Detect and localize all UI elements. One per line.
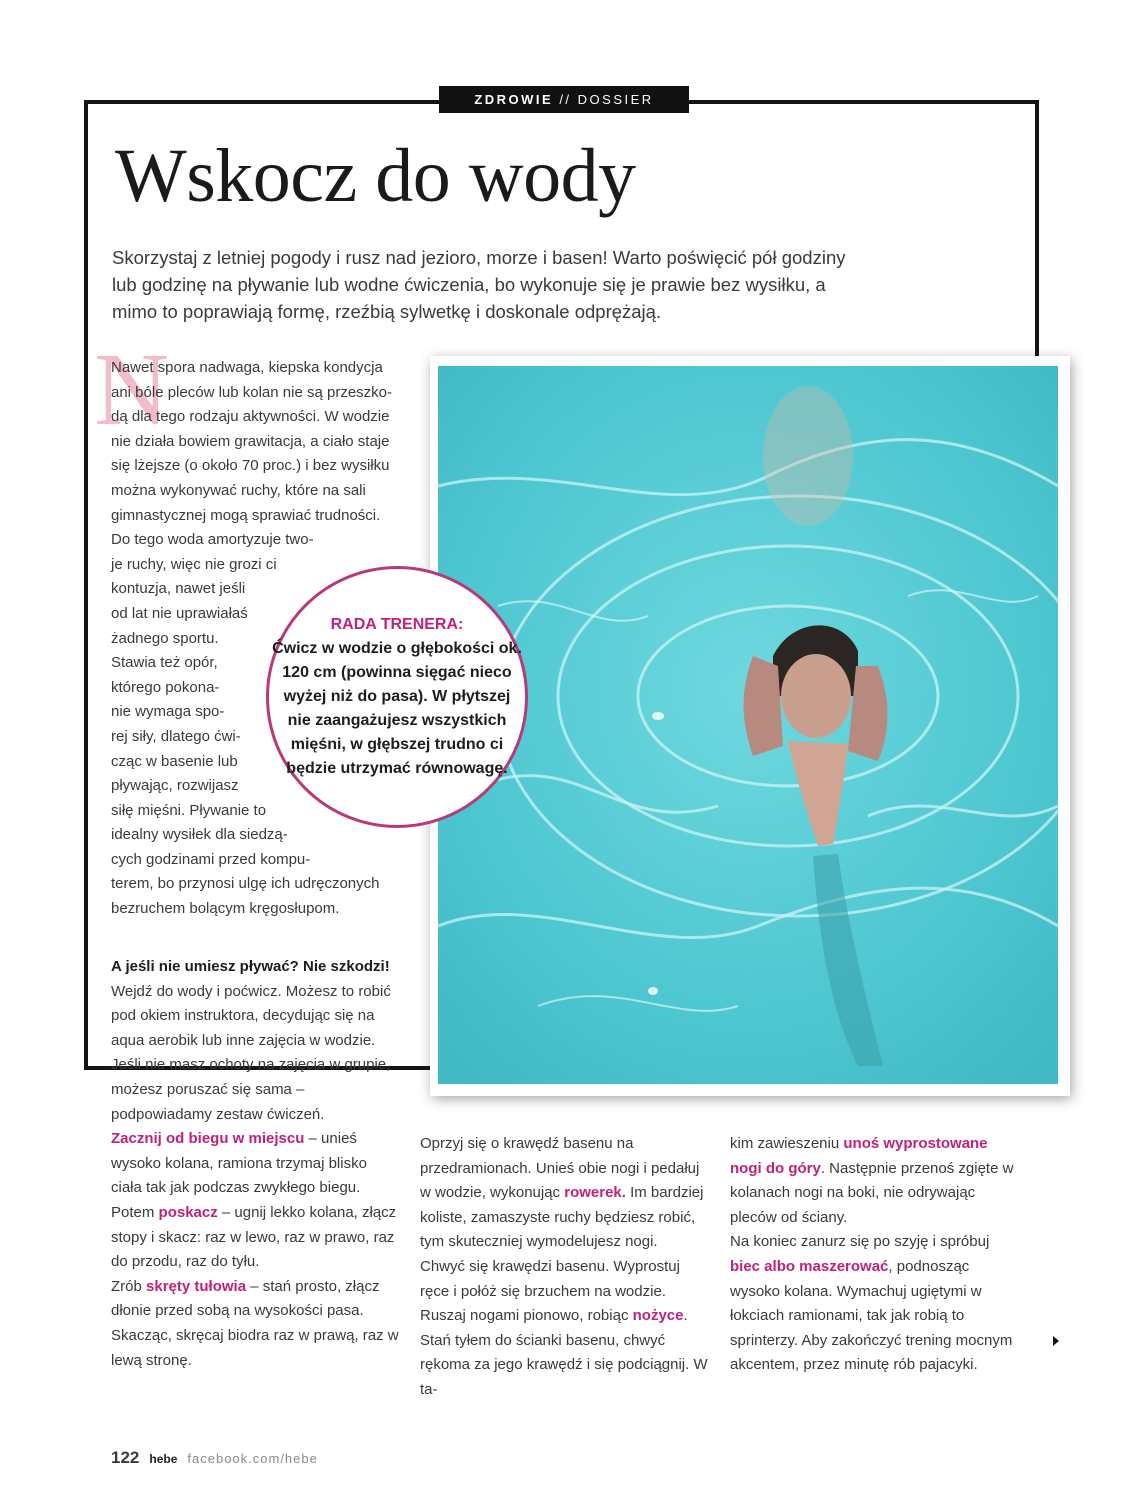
text-line: Do tego woda amortyzuje two- xyxy=(111,531,314,549)
question-heading: A jeśli nie umiesz pływać? Nie szkodzi! xyxy=(111,958,390,975)
text-line: je ruchy, więc nie grozi ci xyxy=(111,555,277,573)
paragraph-text: Na koniec zanurz się po szyję i spróbuj xyxy=(730,1233,990,1251)
paragraph xyxy=(420,1132,710,1255)
text-line: siłę mięśni. Pływanie to xyxy=(111,801,267,819)
text-line: idealny wysiłek dla siedzą- xyxy=(111,826,288,844)
text-line: kontuzja, nawet jeśli xyxy=(111,580,246,598)
swimmer-photo-frame xyxy=(430,356,1070,1096)
text-line: nie wymaga spo- xyxy=(111,703,225,721)
text-line: rej siły, dlatego ćwi- xyxy=(111,727,241,745)
highlight: unoś wyprostowane nogi do góry xyxy=(730,1135,988,1177)
highlight: rowerek. xyxy=(564,1184,626,1202)
text-line: nie działa bowiem grawitacja, a ciało staje xyxy=(111,432,390,450)
paragraph-text: – ugnij lekko kolana, złącz stopy i skacz: raz w lewo, raz w prawo, raz do przodu, raz do tyłu. xyxy=(111,1203,397,1271)
highlight: nożyce xyxy=(632,1307,684,1325)
text-line: Stawia też opór, xyxy=(111,654,218,672)
paragraph-text: Potem xyxy=(111,1203,159,1221)
page-number: 122 xyxy=(111,1448,140,1467)
highlight: biec albo maszerować xyxy=(730,1257,889,1275)
article-title: Wskocz do wody xyxy=(115,134,636,218)
section-category: ZDROWIE xyxy=(474,92,554,107)
paragraph xyxy=(111,1127,401,1201)
column-2 xyxy=(420,1132,710,1403)
highlight: skręty tułowia xyxy=(146,1277,247,1295)
text-line: gimnastycznej mogą sprawiać trudności. xyxy=(111,506,381,524)
text-line: którego pokona- xyxy=(111,678,220,696)
page-footer xyxy=(111,1448,318,1468)
pool-illustration xyxy=(438,366,1058,1084)
tip-title: RADA TRENERA: xyxy=(330,616,464,633)
paragraph-text: , podnosząc wysoko kolana. Wymachuj ugiętymi w łokciach ramionami, tak jak robią to sprinterzy. Aby zakończyć trening mocnym akcentem, przez minutę rób pajacyki. xyxy=(730,1257,1013,1374)
article-lead: Skorzystaj z letniej pogody i rusz nad jezioro, morze i basen! Warto poświęcić pół godziny lub godzinę na pływanie lub wodne ćwiczenia, bo wykonuje się je prawie bez wysiłku, a mimo to poprawiają formę, rzeźbią sylwetkę i doskonale odprężają. xyxy=(112,247,846,322)
section-separator: // xyxy=(553,92,578,107)
paragraph-text: . xyxy=(683,1307,688,1325)
paragraph-text: Zrób xyxy=(111,1277,147,1295)
paragraph-text: Wejdź do wody i poćwicz. Możesz to robić pod okiem instruktora, decydując się na aqua aerobik lub inne zajęcia w wodzie. Jeśli nie masz ochoty na zajęcia w grupie, możesz poruszać się sama – podpowiadamy zestaw ćwiczeń. xyxy=(111,982,391,1123)
paragraph-text: Stań tyłem do ścianki basenu, chwyć rękoma za jego krawędź i się podciągnij. W ta- xyxy=(420,1331,708,1398)
paragraph-text: Im bardziej koliste, zamaszyste ruchy będziesz robić, tym skuteczniej wymodelujesz nogi. xyxy=(420,1184,704,1251)
drop-cap: N xyxy=(94,332,170,447)
section-tag xyxy=(439,86,689,113)
text-line: żadnego sportu. xyxy=(111,629,219,647)
text-line: cych godzinami przed kompu- xyxy=(111,850,311,868)
text-line: bezruchem bolącym kręgosłupom. xyxy=(111,900,340,918)
text-line: terem, bo przynosi ulgę ich udręczonych xyxy=(111,875,380,893)
paragraph xyxy=(420,1255,710,1329)
swimmer-photo xyxy=(438,366,1058,1084)
text-line: od lat nie uprawiałaś xyxy=(111,604,248,622)
paragraph xyxy=(111,955,401,1127)
column-3 xyxy=(730,1132,1020,1378)
paragraph xyxy=(730,1230,1020,1378)
tip-text: Ćwicz w wodzie o głębokości ok. 120 cm (powinna sięgać nieco wyżej niż do pasa). W płytszej nie zaangażujesz wszystkich mięśni, w głębszej trudno ci będzie utrzymać równowagę. xyxy=(272,640,522,777)
text-line: się lżejsze (o około 70 proc.) i bez wysiłku xyxy=(111,457,390,475)
paragraph-text: – stań prosto, złącz dłonie przed sobą na wysokości pasa. Skacząc, skręcaj biodra raz w prawą, raz w lewą stronę. xyxy=(111,1277,399,1369)
paragraph xyxy=(730,1132,1020,1230)
highlight: Zacznij od biegu w miejscu xyxy=(111,1130,305,1148)
paragraph-text: Oprzyj się o krawędź basenu na przedramionach. Unieś obie nogi i pedałuj w wodzie, wykonując xyxy=(420,1135,700,1202)
paragraph-text: . Następnie przenoś zgięte w kolanach nogi na boki, nie odrywając pleców od ściany. xyxy=(730,1159,1014,1226)
text-line: ani bóle pleców lub kolan nie są przeszko- xyxy=(111,383,392,401)
section-series: DOSSIER xyxy=(577,92,654,107)
facebook-link[interactable]: facebook.com/hebe xyxy=(187,1451,318,1466)
highlight: poskacz xyxy=(158,1203,218,1221)
paragraph-text: kim zawieszeniu xyxy=(730,1135,844,1152)
brand-logo: hebe xyxy=(149,1452,178,1466)
text-line: cząc w basenie lub xyxy=(111,752,238,770)
paragraph-text: Chwyć się krawędzi basenu. Wyprostuj ręce i połóż się brzuchem na wodzie. Ruszaj nogami pionowo, robiąc xyxy=(420,1257,680,1325)
text-line: można wykonywać ruchy, które na sali xyxy=(111,481,366,499)
text-line: pływając, rozwijasz xyxy=(111,777,239,795)
trainer-tip-circle xyxy=(266,566,528,828)
paragraph-text: – unieś wysoko kolana, ramiona trzymaj blisko ciała tak jak podczas zwykłego biegu. xyxy=(111,1130,367,1197)
paragraph xyxy=(111,1201,401,1275)
paragraph xyxy=(111,1275,401,1373)
text-line: Nawet spora nadwaga, kiepska kondycja xyxy=(111,359,383,376)
continue-arrow-icon xyxy=(1053,1336,1059,1346)
text-line: dą dla tego rodzaju aktywności. W wodzie xyxy=(111,408,390,426)
column-1-exercises xyxy=(111,955,401,1373)
